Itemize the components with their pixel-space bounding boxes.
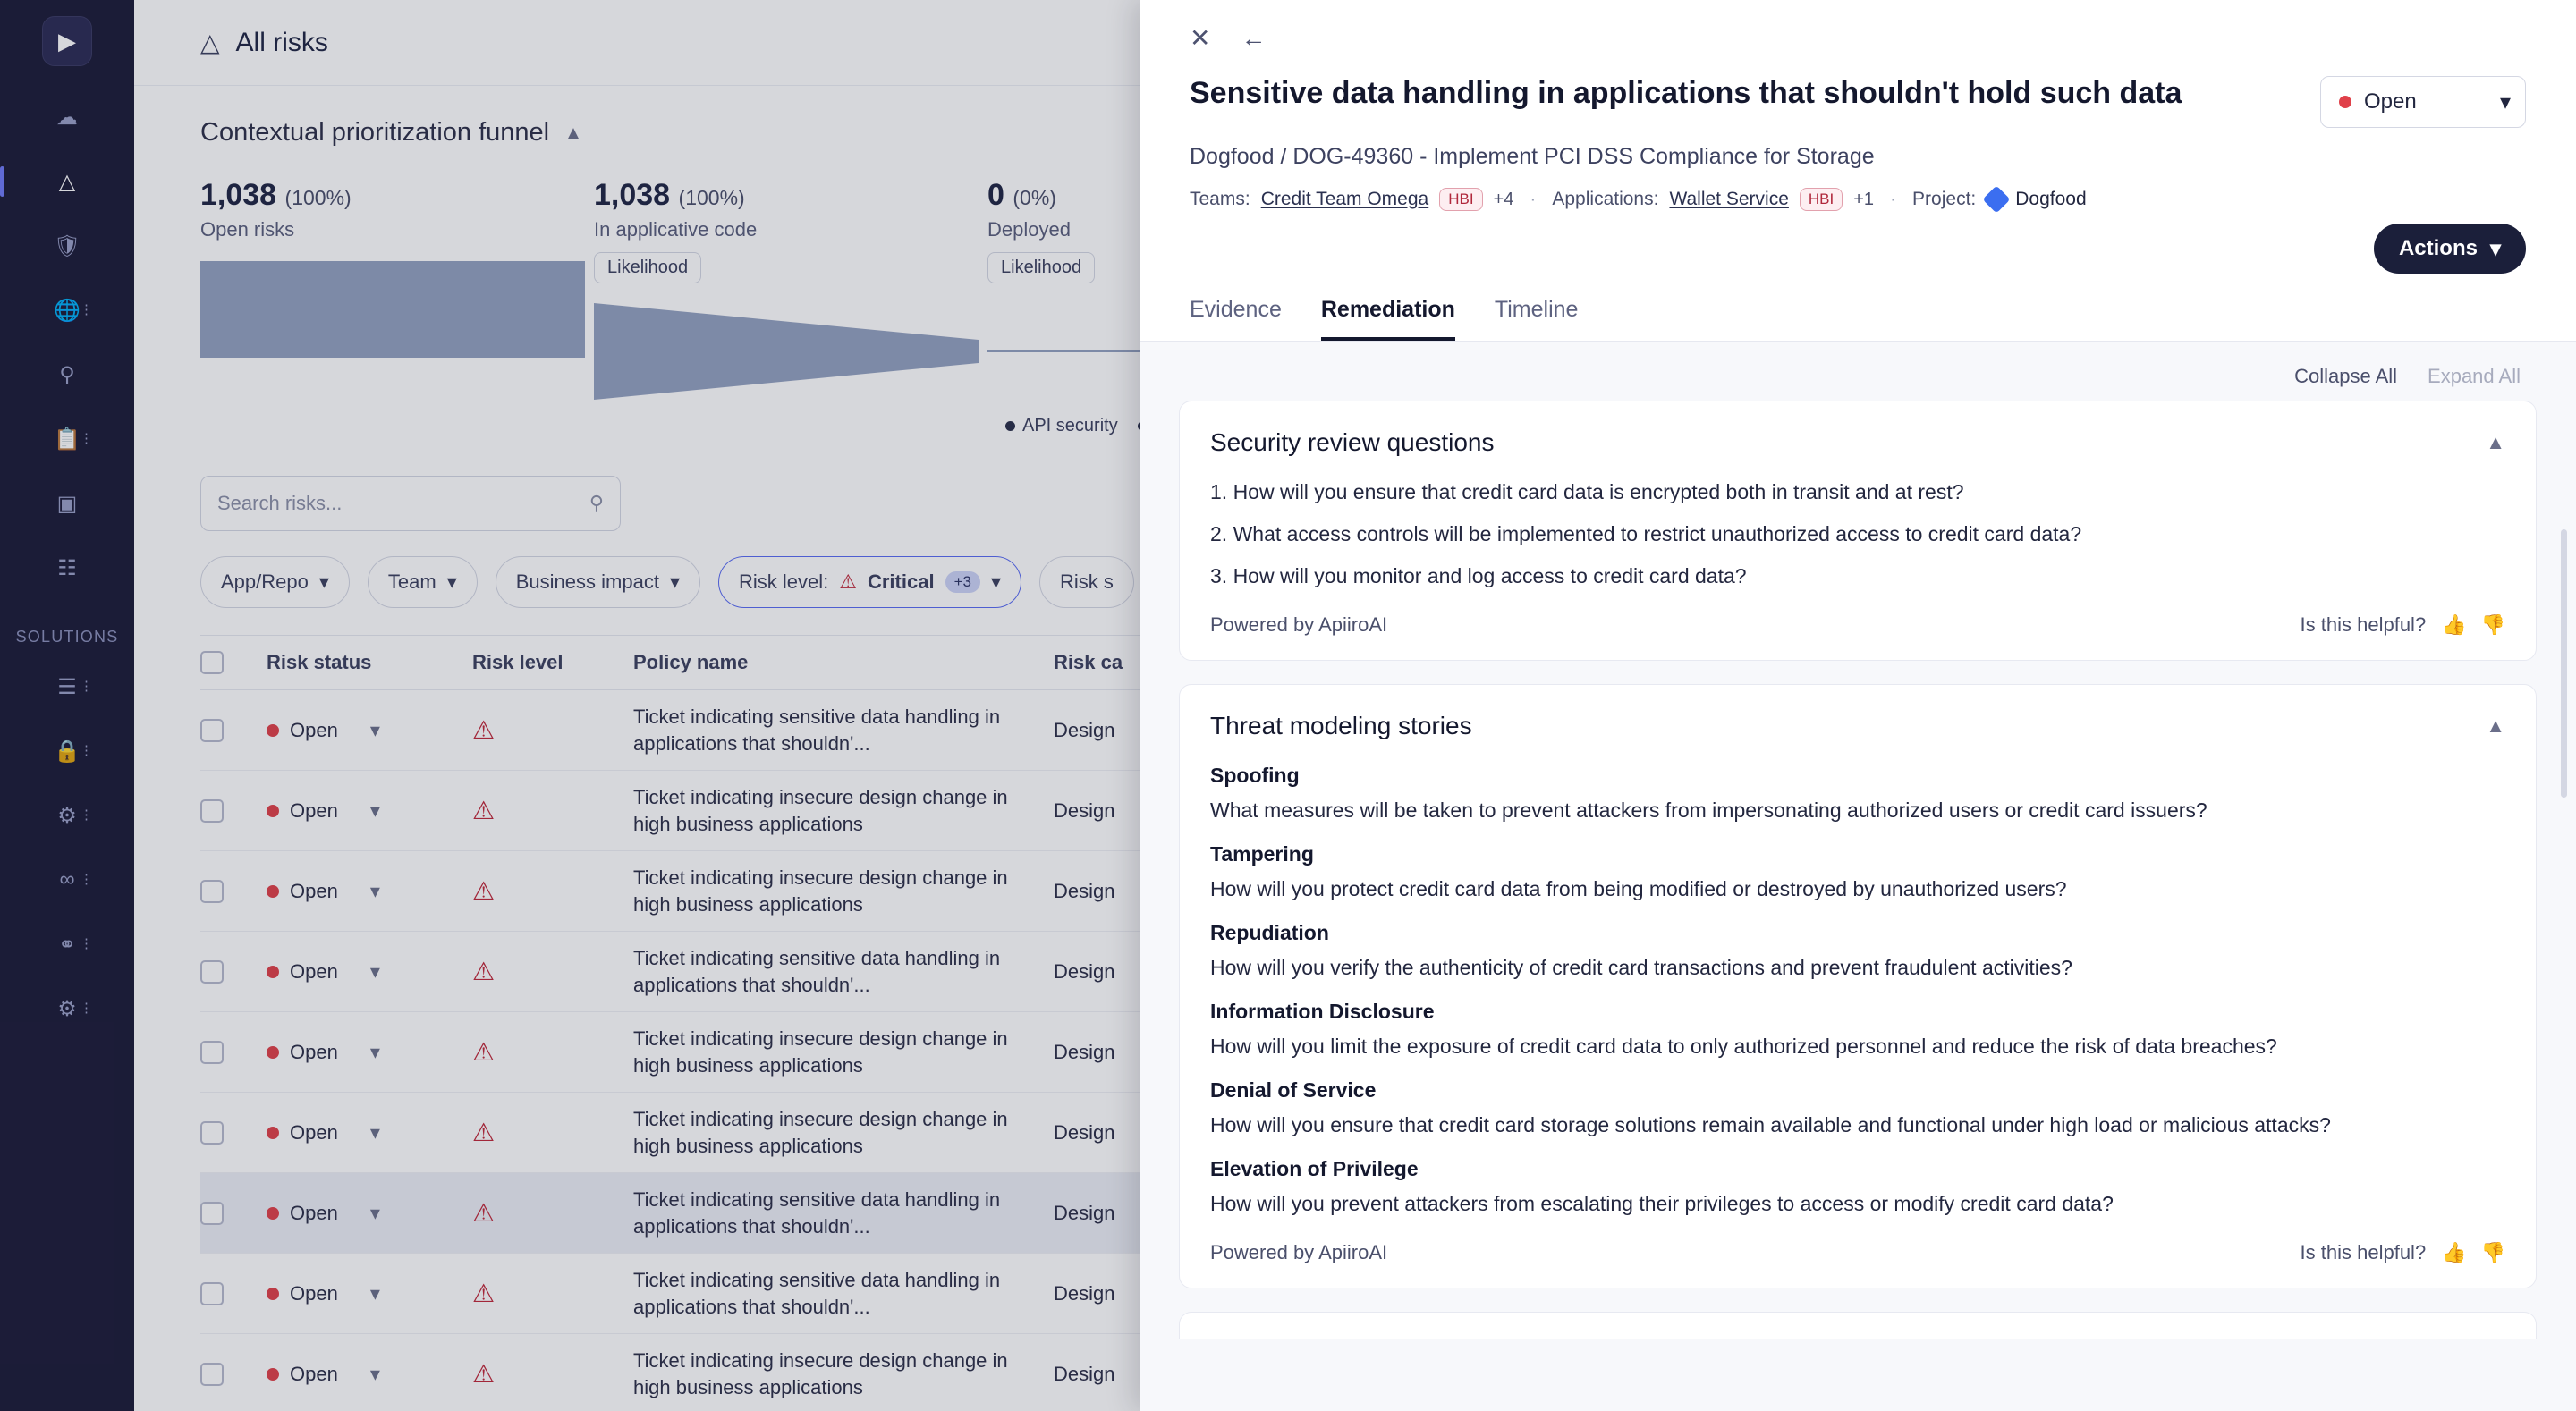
chevron-down-icon: ▾ bbox=[990, 570, 1001, 593]
helpful-label: Is this helpful? bbox=[2300, 1241, 2427, 1263]
security-review-questions-card bbox=[1179, 401, 2537, 661]
thumbs-down-icon[interactable]: 👎 bbox=[2480, 1241, 2505, 1263]
stride-text: How will you prevent attackers from escalating their privileges to access or modify credit card data? bbox=[1210, 1192, 2114, 1215]
status-text: Open bbox=[290, 1040, 338, 1063]
project-chip[interactable] bbox=[1987, 189, 2086, 210]
cell-policy-name: Ticket indicating insecure design change in high business applications bbox=[633, 866, 1008, 916]
stride-heading: Information Disclosure bbox=[1210, 1000, 1435, 1023]
status-text: Open bbox=[290, 959, 338, 983]
kebab-icon[interactable]: ⋮ bbox=[80, 302, 93, 317]
team-hbi-badge: HBI bbox=[1439, 188, 1482, 211]
status-text: Open bbox=[290, 1201, 338, 1224]
drawer-subtitle: Dogfood / DOG-49360 - Implement PCI DSS Compliance for Storage bbox=[1190, 144, 1875, 169]
project-name: Dogfood bbox=[2015, 189, 2087, 209]
project-label: Project: bbox=[1912, 189, 1977, 209]
stride-list bbox=[1210, 764, 2505, 1216]
layers-icon: ☰ bbox=[57, 674, 77, 699]
filter-extra-count: +3 bbox=[945, 571, 980, 593]
status-text: Open bbox=[290, 1281, 338, 1305]
lock-icon: 🔒 bbox=[54, 739, 80, 764]
magnifier-icon: ⚲ bbox=[59, 362, 75, 387]
kebab-icon[interactable]: ⋮ bbox=[80, 679, 93, 694]
drawer-header bbox=[1140, 0, 2576, 342]
stride-text: How will you ensure that credit card storage solutions remain available and functional under high load or malicious attacks? bbox=[1210, 1113, 2331, 1136]
stride-text: What measures will be taken to prevent attackers from impersonating authorized users or credit card issuers? bbox=[1210, 798, 2207, 822]
tab-evidence[interactable]: Evidence bbox=[1190, 297, 1282, 322]
search-placeholder-text: Search risks... bbox=[217, 492, 343, 514]
drawer-header-icons bbox=[1190, 23, 2526, 53]
funnel-title: Contextual prioritization funnel bbox=[200, 118, 550, 147]
thumbs-up-icon[interactable]: 👍 bbox=[2442, 613, 2467, 636]
cell-risk-category: Design bbox=[1054, 1040, 1115, 1063]
chevron-down-icon: ▾ bbox=[2489, 236, 2501, 261]
drawer-scrollbar[interactable] bbox=[2561, 529, 2567, 798]
shield-icon: 🛡 bbox=[53, 233, 81, 258]
application-link[interactable]: Wallet Service bbox=[1669, 189, 1789, 209]
column-header-risk-status[interactable]: Risk status bbox=[267, 651, 372, 673]
meta-separator: · bbox=[1530, 189, 1537, 209]
chevron-down-icon: ▾ bbox=[2499, 89, 2511, 114]
card-title: Security review questions bbox=[1210, 428, 1495, 456]
kebab-icon[interactable]: ⋮ bbox=[80, 743, 93, 758]
chevron-down-icon[interactable]: ▾ bbox=[369, 798, 380, 822]
teams-label: Teams: bbox=[1190, 189, 1250, 209]
funnel-pct: (0%) bbox=[1013, 186, 1056, 209]
critical-warning-icon: ⚠ bbox=[472, 1199, 496, 1227]
stride-text: How will you limit the exposure of credit card data to only authorized personnel and reduce the risk of data breaches? bbox=[1210, 1035, 2277, 1058]
team-more-count[interactable]: +4 bbox=[1493, 189, 1514, 209]
kebab-icon[interactable]: ⋮ bbox=[80, 431, 93, 446]
critical-warning-icon: ⚠ bbox=[472, 877, 496, 905]
app-hbi-badge: HBI bbox=[1800, 188, 1843, 211]
globe-icon: 🌐 bbox=[54, 298, 80, 323]
cell-risk-category: Design bbox=[1054, 718, 1115, 741]
chevron-down-icon: ▾ bbox=[446, 570, 457, 593]
close-icon[interactable]: ✕ bbox=[1190, 24, 1211, 52]
chevron-down-icon[interactable]: ▾ bbox=[369, 1362, 380, 1385]
status-dropdown[interactable] bbox=[2320, 76, 2526, 128]
chevron-up-icon[interactable]: ▲ bbox=[564, 121, 583, 144]
collapse-controls bbox=[1179, 342, 2537, 401]
column-header-policy-name[interactable]: Policy name bbox=[633, 651, 749, 674]
stride-heading: Denial of Service bbox=[1210, 1078, 1377, 1102]
chevron-up-icon[interactable]: ▲ bbox=[2486, 714, 2505, 737]
report-icon: 📋 bbox=[54, 427, 80, 452]
gear-icon: ⚙ bbox=[57, 996, 77, 1021]
cell-risk-category: Design bbox=[1054, 1362, 1115, 1385]
cell-risk-category: Design bbox=[1054, 798, 1115, 822]
expand-all-button[interactable]: Expand All bbox=[2428, 365, 2521, 387]
thumbs-up-icon[interactable]: 👍 bbox=[2442, 1241, 2467, 1263]
risks-icon: △ bbox=[200, 29, 220, 56]
graph-icon: ⚭ bbox=[57, 932, 77, 957]
collapse-all-button[interactable]: Collapse All bbox=[2294, 365, 2398, 387]
critical-warning-icon: ⚠ bbox=[472, 1038, 496, 1066]
actions-label: Actions bbox=[2398, 236, 2478, 260]
funnel-label: In applicative code bbox=[594, 218, 758, 241]
powered-by-label: Powered by ApiiroAI bbox=[1210, 1241, 1388, 1263]
chevron-down-icon[interactable]: ▾ bbox=[369, 1201, 380, 1224]
app-more-count[interactable]: +1 bbox=[1853, 189, 1875, 209]
column-header-risk-category[interactable]: Risk ca bbox=[1054, 651, 1123, 673]
filter-value: Critical bbox=[867, 570, 935, 593]
cell-policy-name: Ticket indicating sensitive data handling in applications that shouldn'... bbox=[633, 1268, 1001, 1318]
card-header[interactable] bbox=[1210, 712, 2505, 740]
card-header[interactable] bbox=[1210, 428, 2505, 457]
chevron-down-icon[interactable]: ▾ bbox=[369, 959, 380, 983]
chevron-down-icon[interactable]: ▾ bbox=[369, 1120, 380, 1144]
chevron-down-icon[interactable]: ▾ bbox=[369, 1040, 380, 1063]
review-question: 2. What access controls will be implemented to restrict unauthorized access to credit card data? bbox=[1210, 522, 2082, 545]
legend-label: API security bbox=[1022, 416, 1118, 435]
drawer-body bbox=[1140, 342, 2576, 1411]
cell-policy-name: Ticket indicating sensitive data handling in applications that shouldn'... bbox=[633, 1187, 1001, 1238]
filter-label: Risk s bbox=[1060, 570, 1114, 593]
cell-risk-category: Design bbox=[1054, 959, 1115, 983]
search-icon[interactable]: ⚲ bbox=[589, 492, 604, 514]
apiiro-logo-icon[interactable]: ▶ bbox=[42, 16, 92, 66]
stride-heading: Spoofing bbox=[1210, 764, 1300, 787]
cell-policy-name: Ticket indicating sensitive data handling in applications that shouldn'... bbox=[633, 705, 1001, 755]
stride-heading: Tampering bbox=[1210, 842, 1314, 866]
jira-diamond-icon bbox=[1983, 185, 2011, 213]
workflow-icon: ☷ bbox=[57, 555, 77, 580]
card-footer bbox=[1210, 1241, 2505, 1264]
filter-label: Business impact bbox=[515, 570, 659, 593]
kebab-icon[interactable]: ⋮ bbox=[80, 872, 93, 887]
funnel-label: Deployed bbox=[987, 218, 1071, 241]
actions-button[interactable] bbox=[2374, 224, 2526, 274]
drawer-title: Sensitive data handling in applications that shouldn't hold such data bbox=[1190, 76, 2182, 110]
funnel-count: 1,038 bbox=[200, 178, 277, 212]
chevron-down-icon: ▾ bbox=[669, 570, 680, 593]
kebab-icon[interactable]: ⋮ bbox=[80, 807, 93, 823]
critical-warning-icon: ⚠ bbox=[839, 570, 857, 593]
threat-modeling-stories-card bbox=[1179, 684, 2537, 1288]
filter-label: App/Repo bbox=[221, 570, 309, 593]
stride-text: How will you protect credit card data from being modified or destroyed by unauthorized users? bbox=[1210, 877, 2067, 900]
chevron-down-icon[interactable]: ▾ bbox=[369, 718, 380, 741]
helpful-label: Is this helpful? bbox=[2300, 613, 2427, 636]
card-footer bbox=[1210, 613, 2505, 637]
cell-risk-category: Design bbox=[1054, 1281, 1115, 1305]
applications-label: Applications: bbox=[1552, 189, 1659, 209]
funnel-pct: (100%) bbox=[678, 186, 745, 209]
drawer-tabs bbox=[1140, 297, 2576, 342]
column-header-risk-level[interactable]: Risk level bbox=[472, 651, 564, 673]
chevron-down-icon: ▾ bbox=[318, 570, 329, 593]
next-card-stub bbox=[1179, 1312, 2537, 1339]
filter-label: Risk level: bbox=[738, 570, 829, 593]
funnel-count: 0 bbox=[987, 178, 1004, 212]
status-text: Open bbox=[290, 879, 338, 902]
status-text: Open bbox=[290, 1362, 338, 1385]
tab-timeline[interactable]: Timeline bbox=[1494, 297, 1579, 322]
kebab-icon[interactable]: ⋮ bbox=[80, 1001, 93, 1016]
review-question: 3. How will you monitor and log access to credit card data? bbox=[1210, 564, 1747, 587]
arrow-left-icon[interactable]: ← bbox=[1241, 23, 1267, 52]
critical-warning-icon: ⚠ bbox=[472, 1119, 496, 1146]
review-question: 1. How will you ensure that credit card data is encrypted both in transit and at rest? bbox=[1210, 480, 1964, 503]
stride-text: How will you verify the authenticity of credit card transactions and prevent fraudulent activities? bbox=[1210, 956, 2072, 979]
cell-risk-category: Design bbox=[1054, 879, 1115, 902]
stride-heading: Repudiation bbox=[1210, 921, 1329, 944]
cell-policy-name: Ticket indicating insecure design change in high business applications bbox=[633, 1348, 1008, 1398]
team-link[interactable]: Credit Team Omega bbox=[1260, 189, 1429, 209]
infinity-icon: ∞ bbox=[59, 867, 75, 891]
funnel-pct: (100%) bbox=[284, 186, 352, 209]
stride-heading: Elevation of Privilege bbox=[1210, 1157, 1419, 1180]
card-title: Threat modeling stories bbox=[1210, 712, 1472, 739]
critical-warning-icon: ⚠ bbox=[472, 1360, 496, 1388]
triangle-stack-icon: △ bbox=[58, 169, 76, 194]
powered-by-label: Powered by ApiiroAI bbox=[1210, 613, 1388, 636]
drawer-meta bbox=[1190, 188, 2526, 211]
critical-warning-icon: ⚠ bbox=[472, 1280, 496, 1307]
puzzle-icon: ▣ bbox=[56, 491, 78, 516]
api-icon: ⚙ bbox=[57, 803, 77, 828]
filter-label: Team bbox=[387, 570, 436, 593]
solutions-section-label: SOLUTIONS bbox=[15, 628, 119, 646]
cell-policy-name: Ticket indicating insecure design change in high business applications bbox=[633, 1027, 1008, 1077]
kebab-icon[interactable]: ⋮ bbox=[80, 936, 93, 951]
risk-detail-drawer bbox=[1140, 0, 2576, 1411]
status-text: Open bbox=[290, 1120, 338, 1144]
status-dot-icon bbox=[2339, 96, 2351, 108]
cell-risk-category: Design bbox=[1054, 1201, 1115, 1224]
funnel-label: Open risks bbox=[200, 218, 295, 241]
chevron-down-icon[interactable]: ▾ bbox=[369, 1281, 380, 1305]
funnel-pill: Likelihood bbox=[594, 252, 701, 283]
page-title: All risks bbox=[235, 27, 328, 57]
cell-risk-category: Design bbox=[1054, 1120, 1115, 1144]
chevron-down-icon[interactable]: ▾ bbox=[369, 879, 380, 902]
status-text: Open bbox=[290, 798, 338, 822]
critical-warning-icon: ⚠ bbox=[472, 797, 496, 824]
thumbs-down-icon[interactable]: 👎 bbox=[2480, 613, 2505, 636]
cell-policy-name: Ticket indicating sensitive data handling in applications that shouldn'... bbox=[633, 946, 1001, 996]
chevron-up-icon[interactable]: ▲ bbox=[2486, 431, 2505, 453]
critical-warning-icon: ⚠ bbox=[472, 958, 496, 985]
tab-remediation[interactable]: Remediation bbox=[1321, 297, 1455, 341]
status-value: Open bbox=[2364, 89, 2417, 114]
critical-warning-icon: ⚠ bbox=[472, 716, 496, 744]
funnel-pill: Likelihood bbox=[987, 252, 1095, 283]
funnel-count: 1,038 bbox=[594, 178, 671, 212]
cloud-icon: ☁ bbox=[56, 105, 78, 130]
cell-policy-name: Ticket indicating insecure design change in high business applications bbox=[633, 1107, 1008, 1157]
cell-policy-name: Ticket indicating insecure design change in high business applications bbox=[633, 785, 1008, 835]
meta-separator: · bbox=[1890, 189, 1897, 209]
status-text: Open bbox=[290, 718, 338, 741]
